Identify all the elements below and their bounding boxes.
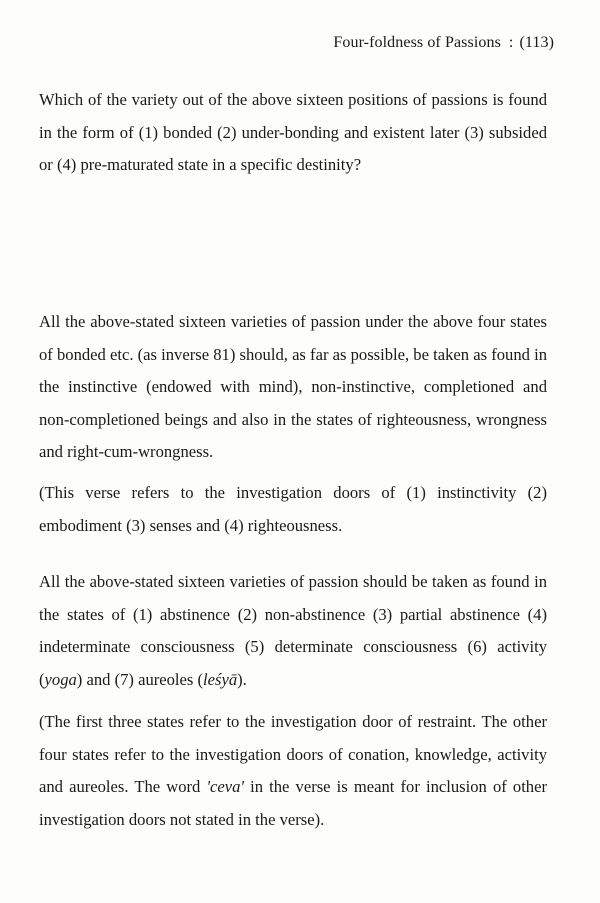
term-lesya: leśyā <box>203 669 238 689</box>
term-ceva: 'ceva' <box>206 777 244 796</box>
page-number: (113) <box>519 34 554 51</box>
question-text: Which of the variety out of the above sixteen positions of passions is found in the form of (1) bonded (2) under-bonding and existent later (3) subsided or (4) pre-maturated state in a specific destinity? <box>39 90 547 174</box>
answer-text-2-part-a: All the above-stated sixteen varieties of passion should be taken as found in the states of (1) abstinence (2) non-abstinence (3) partial abstinence (4) indeterminate consciousness (5) determinate consciousness (6) activity ( <box>39 572 547 689</box>
note-paragraph-2 <box>39 706 547 836</box>
chapter-title: Four-foldness of Passions <box>333 34 501 51</box>
answer-paragraph-1 <box>39 306 547 469</box>
note-text-2-part-b: in the verse is meant for inclusion of other investigation doors not stated in the verse). <box>39 777 547 829</box>
answer-text-2-part-c: ). <box>237 669 247 689</box>
answer-paragraph-2 <box>39 566 547 696</box>
note-text-1: (This verse refers to the investigation doors of (1) instinctivity (2) embodiment (3) senses and (4) righteousness. <box>39 483 547 535</box>
answer-text-2-part-b: ) and (7) aureoles ( <box>76 669 204 689</box>
note-paragraph-1 <box>39 477 547 542</box>
note-text-2 <box>39 706 547 836</box>
question-paragraph <box>39 84 547 182</box>
header-separator: : <box>508 34 514 51</box>
running-head <box>333 34 554 52</box>
answer-text-1: All the above-stated sixteen varieties of passion under the above four states of bonded etc. (as inverse 81) should, as far as possible, be taken as found in the instinctive (endowed with mind), non-instinctive, completioned and non-completioned beings and also in the states of righteousness, wrongness and right-cum-wrongness. <box>39 312 547 461</box>
term-yoga: yoga <box>44 669 77 689</box>
answer-text-2 <box>39 566 547 696</box>
note-text-2-part-a: (The first three states refer to the investigation door of restraint. The other four states refer to the investigation doors of conation, knowledge, activity and aureoles. The word <box>39 712 547 796</box>
